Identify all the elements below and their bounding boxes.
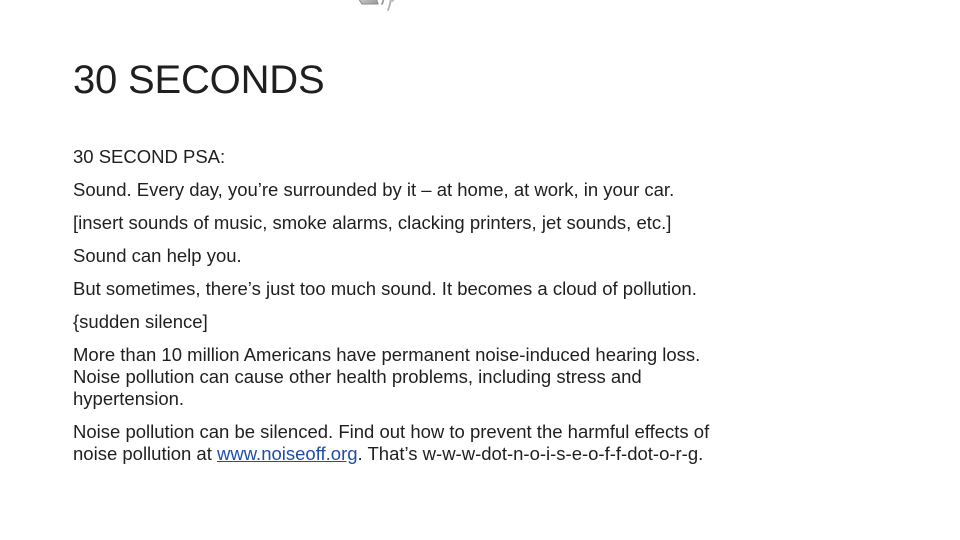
body-line: 30 SECOND PSA:: [73, 146, 226, 167]
body-text-segment: noise pollution at: [73, 443, 217, 464]
slide-title: 30 SECONDS: [73, 58, 325, 102]
slide-body: [73, 146, 873, 465]
body-paragraph: [73, 421, 873, 465]
body-text-segment: . That’s w-w-w-dot-n-o-i-s-e-o-f-f-dot-o-r-g.: [357, 443, 704, 464]
body-line: [insert sounds of music, smoke alarms, clacking printers, jet sounds, etc.]: [73, 212, 672, 233]
body-line: But sometimes, there’s just too much sound. It becomes a cloud of pollution.: [73, 278, 697, 299]
noiseoff-link[interactable]: www.noiseoff.org: [217, 443, 358, 464]
body-line: hypertension.: [73, 388, 185, 409]
body-line: Noise pollution can cause other health problems, including stress and: [73, 366, 642, 387]
body-line: [73, 443, 873, 465]
body-line: More than 10 million Americans have permanent noise-induced hearing loss.: [73, 344, 701, 365]
body-line: Sound can help you.: [73, 245, 242, 266]
body-line: {sudden silence]: [73, 311, 208, 332]
body-line: Noise pollution can be silenced. Find out how to prevent the harmful effects of: [73, 421, 710, 442]
body-line: Sound. Every day, you’re surrounded by it – at home, at work, in your car.: [73, 179, 675, 200]
speaker-icon[interactable]: [348, 0, 404, 20]
body-paragraph: [73, 344, 873, 410]
